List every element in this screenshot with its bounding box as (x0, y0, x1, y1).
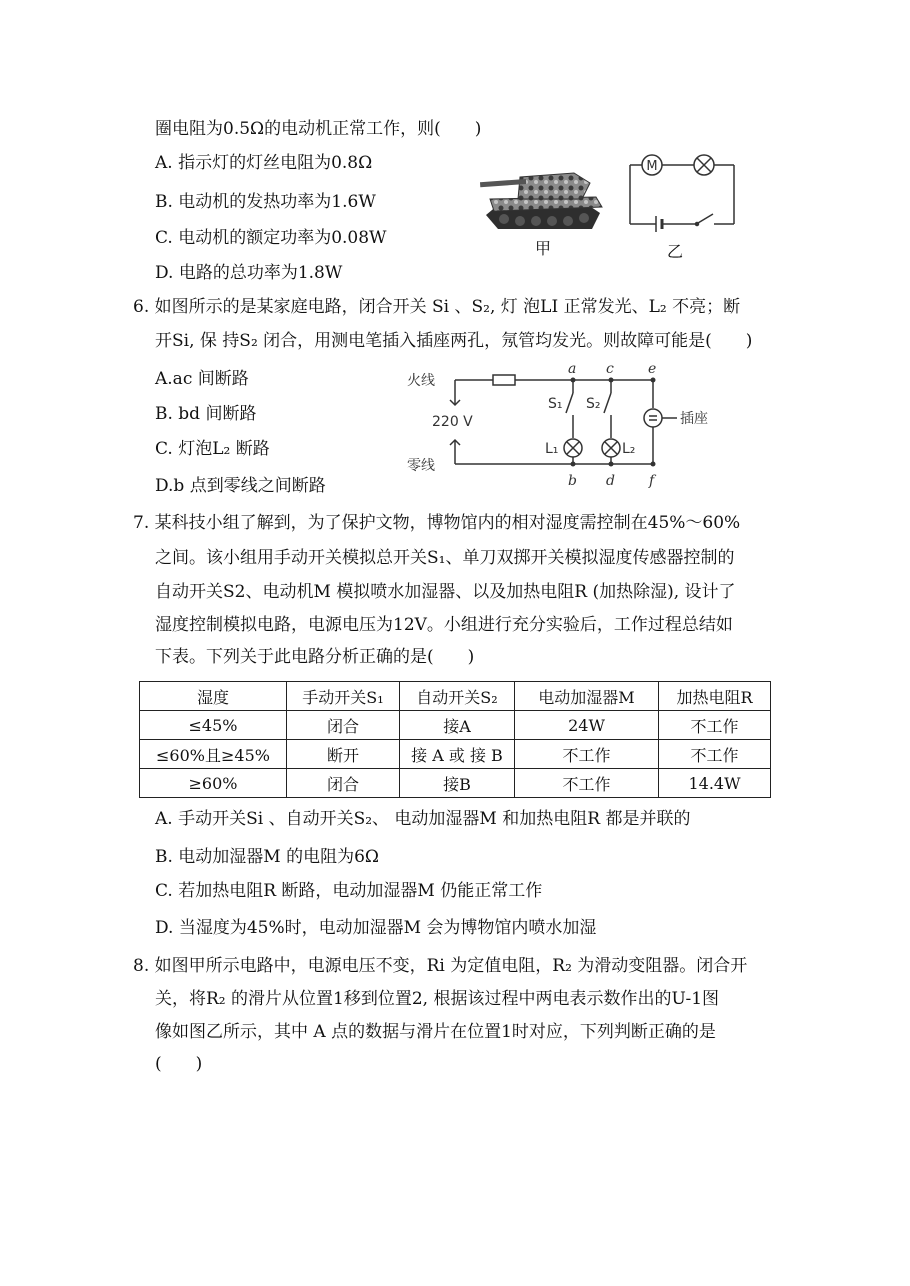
point-c: c (606, 361, 614, 377)
table-cell: 接A (400, 711, 515, 740)
q7-stem-line3: 自动开关S2、电动机M 模拟喷水加湿器、以及加热电阻R (加热除湿), 设计了 (155, 582, 736, 602)
table-cell: 闭合 (287, 769, 400, 798)
table-cell: ≤60%且≥45% (140, 740, 287, 769)
figure-label-yi: 乙 (667, 242, 684, 261)
l2-label: L₂ (622, 441, 636, 457)
table-cell: 断开 (287, 740, 400, 769)
q7-option-d: D. 当湿度为45%时，电动加湿器M 会为博物馆内喷水加湿 (155, 918, 597, 938)
l1-label: L₁ (545, 441, 559, 457)
point-b: b (568, 473, 577, 489)
q7-stem-line4: 湿度控制模拟电路，电源电压为12V。小组进行充分实验后，工作过程总结如 (155, 615, 733, 635)
motor-symbol-label: M (646, 159, 658, 174)
q6-stem-line2: 开Si, 保 持S₂ 闭合，用测电笔插入插座两孔，氖管均发光。则故障可能是( ) (155, 331, 753, 351)
socket-label: 插座 (680, 411, 708, 427)
q5-option-c: C. 电动机的额定功率为0.08W (155, 228, 387, 248)
live-wire-label: 火线 (407, 373, 435, 389)
table-cell: 不工作 (515, 740, 659, 769)
q7-stem-line1: 7. 某科技小组了解到，为了保护文物，博物馆内的相对湿度需控制在45%～60% (133, 513, 741, 533)
q5-option-b: B. 电动机的发热功率为1.6W (155, 192, 376, 212)
q6-stem-line1: 6. 如图所示的是某家庭电路，闭合开关 Si 、S₂, 灯 泡LI 正常发光、L₂ 不亮；断 (133, 297, 741, 317)
table-cell: 不工作 (659, 740, 771, 769)
table-header: 自动开关S₂ (400, 682, 515, 711)
q7-option-c: C. 若加热电阻R 断路，电动加湿器M 仍能正常工作 (155, 881, 543, 901)
table-header: 湿度 (140, 682, 287, 711)
table-row (140, 711, 771, 740)
table-header-row (140, 682, 771, 711)
household-circuit (405, 360, 720, 495)
q5-option-a: A. 指示灯的灯丝电阻为0.8Ω (155, 153, 373, 173)
table-header: 加热电阻R (659, 682, 771, 711)
table-cell: 14.4W (659, 769, 771, 798)
table-header: 电动加湿器M (515, 682, 659, 711)
q8-stem-line2: 关，将R₂ 的滑片从位置1移到位置2, 根据该过程中两电表示数作出的U-1图 (155, 989, 720, 1009)
point-a: a (568, 361, 577, 377)
q8-stem-line4: ( ) (155, 1054, 203, 1074)
table-cell: 接B (400, 769, 515, 798)
table-cell: ≤45% (140, 711, 287, 740)
q7-option-a: A. 手动开关Si 、自动开关S₂、 电动加湿器M 和加热电阻R 都是并联的 (155, 809, 691, 829)
table-cell: 不工作 (659, 711, 771, 740)
q7-stem-line5: 下表。下列关于此电路分析正确的是( ) (155, 647, 475, 667)
tank-figure (478, 155, 606, 235)
q7-stem-line2: 之间。该小组用手动开关模拟总开关S₁、单刀双掷开关模拟湿度传感器控制的 (155, 548, 735, 568)
s2-label: S₂ (586, 396, 601, 412)
table-cell: 接 A 或 接 B (400, 740, 515, 769)
humidity-table (139, 681, 771, 798)
neutral-wire-label: 零线 (407, 458, 435, 474)
q6-option-d: D.b 点到零线之间断路 (155, 476, 326, 496)
motor-lamp-circuit (622, 150, 742, 234)
table-row (140, 740, 771, 769)
q6-option-a: A.ac 间断路 (155, 369, 249, 389)
table-header: 手动开关S₁ (287, 682, 400, 711)
point-d: d (606, 473, 615, 489)
q5-stem-tail: 圈电阻为0.5Ω的电动机正常工作，则( ) (155, 119, 482, 139)
q7-option-b: B. 电动加湿器M 的电阻为6Ω (155, 847, 380, 867)
q6-option-b: B. bd 间断路 (155, 404, 257, 424)
table-row (140, 769, 771, 798)
figure-label-jia: 甲 (535, 239, 552, 258)
q5-option-d: D. 电路的总功率为1.8W (155, 263, 343, 283)
point-f: f (649, 473, 655, 489)
q8-stem-line1: 8. 如图甲所示电路中，电源电压不变，Ri 为定值电阻，R₂ 为滑动变阻器。闭合开 (133, 956, 748, 976)
q8-stem-line3: 像如图乙所示，其中 A 点的数据与滑片在位置1时对应，下列判断正确的是 (155, 1022, 716, 1042)
point-e: e (648, 361, 657, 377)
table-cell: 不工作 (515, 769, 659, 798)
q6-option-c: C. 灯泡L₂ 断路 (155, 439, 270, 459)
table-cell: 24W (515, 711, 659, 740)
table-cell: 闭合 (287, 711, 400, 740)
voltage-label: 220 V (432, 414, 473, 430)
s1-label: S₁ (548, 396, 563, 412)
table-cell: ≥60% (140, 769, 287, 798)
